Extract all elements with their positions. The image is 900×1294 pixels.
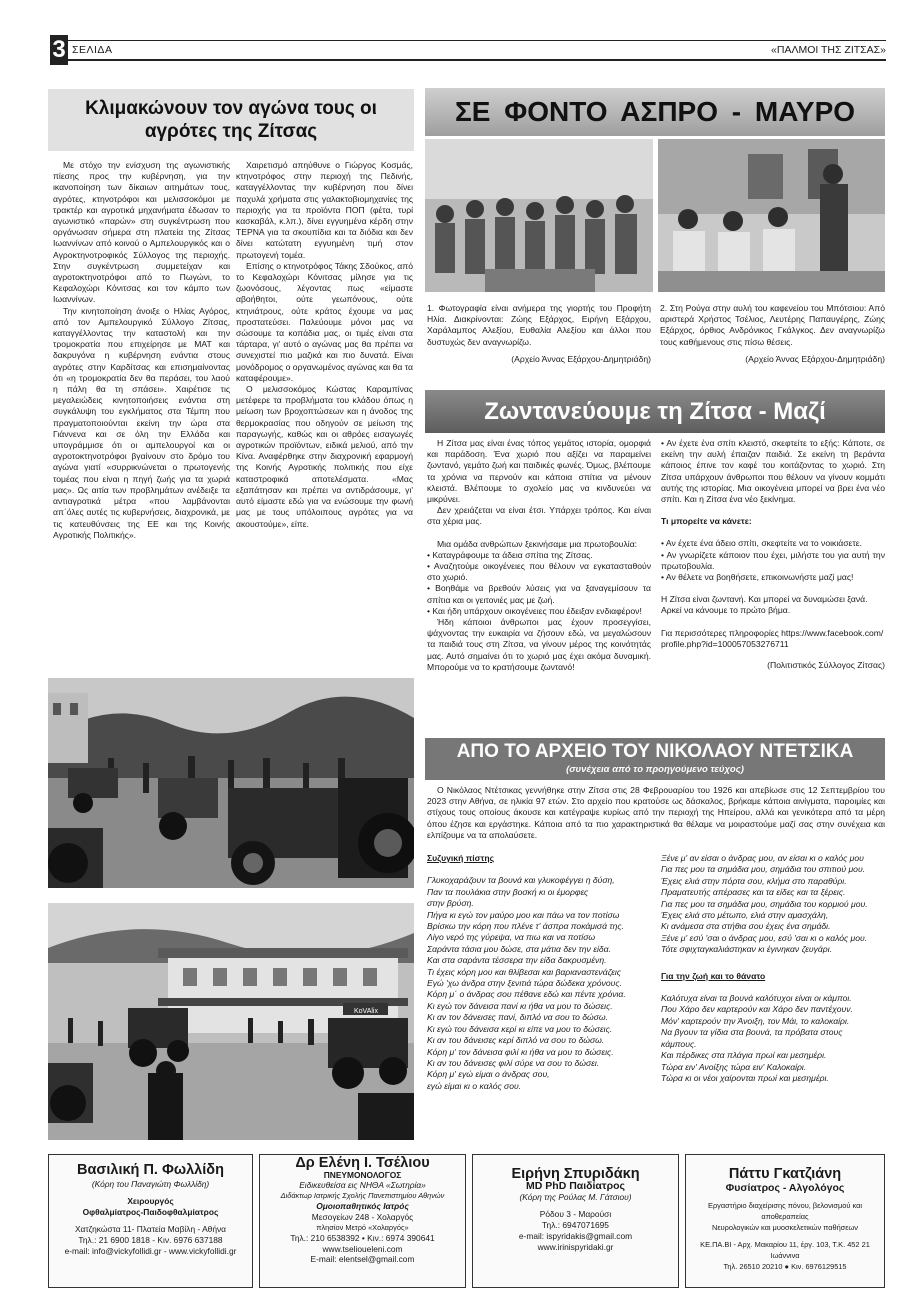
- poem-line: Κόρη μ΄ ο άνδρας σου πέθανε εδώ και πέντε χρόνια.: [427, 989, 626, 1000]
- ad-line: Οφθαλμίατρος-Παιδοφθαλμίατρος: [82, 1207, 219, 1217]
- poem-line: Βρίσκω την κόρη που πλένε τ' άσπρα ποκάμισά της.: [427, 921, 624, 932]
- poem-line: Κι αν του δάνεισες φιλί σύρε να σου το δώσει.: [427, 1057, 600, 1068]
- bw-caption-1-source: (Αρχείο Άννας Εξάρχου-Δημητριάδη): [511, 353, 651, 364]
- ad-name: Πάττυ Γκατζιάνη: [728, 1166, 842, 1182]
- farmers-paragraph: Επίσης ο κτηνοτρόφος Τάκης Σδούκος, από το Κεφαλοχώρι Κόνιτσας μίλησε για τις ζωονόσους, λέγοντας πως «είμαστε αβοήθητοι, ούτε γεωπόνους, ούτε κτηνιάτρους, ούτε κράτος έχουμε να μας προστατεύσει. Παλεύουμε μόνοι μας να σώσουμε τα κοπάδια μας, οι τιμές είναι στα τάρταρα, γι' αυτό ο αγώνας μας θα πρέπει να συνεχιστεί πιο μαζικά και πιο δυνατά. Είναι μονόδρομος ο οργανωμένος αγώνας και θα τα καταφέρουμε».: [236, 260, 413, 383]
- farmers-col2: [236, 160, 413, 530]
- ad-line: ΠΝΕΥΜΟΝΟΛΟΓΟΣ: [323, 1169, 402, 1180]
- poem-line: Να βγουν τα γίδια στα βουνά, τα πρόβατα στους: [661, 1027, 843, 1038]
- revive-paragraph: Μια ομάδα ανθρώπων ξεκινήσαμε μια πρωτοβουλία:: [437, 538, 638, 549]
- poem-line: Για πες μου τα σημάδια μου, σημάδια του κορμιού μου.: [661, 898, 868, 909]
- revive-bullet: • Καταγράφουμε τα άδεια σπίτια της Ζίτσας.: [427, 549, 593, 560]
- ad-line: Χειρουργός: [127, 1196, 174, 1206]
- poem-line: Πραματευτής απέρασες και τα είδες και τα ξέρεις.: [661, 887, 846, 898]
- ad-line: Τηλ.: 6947071695: [542, 1220, 609, 1230]
- ad-line: Χατζηκώστα 11- Πλατεία Μαβίλη - Αθήνα: [74, 1224, 227, 1234]
- poem1: [427, 875, 651, 1092]
- archive-title: ΑΠΟ ΤΟ ΑΡΧΕΙΟ ΤΟΥ ΝΙΚΟΛΑΟΥ ΝΤΕΤΣΙΚΑ: [456, 741, 854, 762]
- ad-line: Ειδικευθείσα εις ΝΗΘΑ «Σωτηρία»: [299, 1180, 426, 1191]
- poem-line: Εγώ 'χω άνδρα στην ξενιτιά τώρα δώδεκα χρόνους.: [427, 978, 622, 989]
- farmers-paragraph: Την κινητοποίηση άνοιξε ο Ηλίας Αγόρος, από τον Αμπελουργικό Σύλλογο Ζίτσας, καταγγέλλοντας την καταστολή και την τρομοκρατία που επιχείρησε με ΜΑΤ και δακρυγόνα η κυβέρνηση ενάντια στους αγρότες στην Καρδίτσας και επισημαίνοντας ότι «η τρομοκρατία δεν θα περάσει, του λαού η πάλη θα τη σπάσει». Χαιρέτισε τις μεγαλειώδεις κινητοποιήσεις ενάντια στη συγκάλυψη του εγκλήματος στα Τέμπη που πραγματοποιούνται εκείνη την ώρα στα Γιάννενα και σε όλη την Ελλάδα και υπογράμμισε ότι οι αμπελουργοί και οι αγροτοκτηνοτρόφοι βγαίνουν στο δρόμο του αγώνα γιατί «συρρικνώνεται ο πρωτογενής τομέας που είναι η πηγή ζωής για τα χωριά μας». Ως αιτία των προβλημάτων ανέδειξε τα αντιαγροτικά μέτρα «που λαμβάνονται απ΄όλες αυτές τις κυβερνήσεις, διαχρονικά, με τις κατευθύνσεις της ΕΕ και της Κοινής Αγροτικής Πολιτικής».: [53, 305, 230, 540]
- bw-caption-1-text: 1. Φωτογραφία είναι ανήμερα της γιορτής του Προφήτη Ηλία. Διακρίνονται: Ζώης Εξάρχος, Ειρήνη Εξάρχου, Χαράλαμπος Αλεξίου, Ευθαλία Αλεξίου και άλλοι που δυστυχώς δεν αναγνωρίζω.: [427, 303, 651, 347]
- poem-line: εγώ είμαι κι ο καλός σου.: [427, 1080, 522, 1091]
- farmers-paragraph: Ο μελισσοκόμος Κώστας Καραμπίνας μετέφερε τα προβλήματα του κλάδου όπως η μείωση των βροχοπτώσεων και η άνοδος της θερμοκρασίας που οδηγούν σε μείωση της παραγωγής, καθώς και οι αθρόες εισαγωγές αγροτικών προϊόντων, ειδικά μελιού, από την Κίνα. Αναφέρθηκε στην διαχρονική εφαρμογή της Κοινής Αγροτικής πολιτικής που είχε καταστροφικά αποτελέσματα. «Μας εξαπάτησαν και πρέπει να αντιδράσουμε, γι' αυτό είμαστε εδώ για να ενώσουμε την φωνή μας με τους υπόλοιπους αγρότες για να ακουστούμε», είπε.: [236, 384, 413, 529]
- poem-line: Κι ανάμεσα στα στήθια σου έχεις ένα σημάδι.: [661, 921, 831, 932]
- ad-line: e-mail: ispyridakis@gmail.com: [518, 1231, 633, 1241]
- ad-details: [53, 1179, 248, 1257]
- poem-line: Που Χάρο δεν καρτερούν και Χάρο δεν παντέχουν.: [661, 1004, 853, 1015]
- revive-right-text: Η Ζίτσα είναι ζωντανή. Και μπορεί να δυναμώσει ξανά.: [661, 594, 868, 605]
- page-word: ΣΕΛΙΔΑ: [72, 44, 113, 56]
- poem-line: Κι εγώ τον δάνεισα πανί κι ήθα να μου το δώσεις.: [427, 1000, 613, 1011]
- bw-caption-2-text: 2. Στη Ρούγα στην αυλή του καφενείου του Μπότσιου: Από αριστερά Χρήστος Τσέλιος, Λευτέρης Παπαυγέρης, Ζώης Εξάρχος, όρθιος Ανδρόνικος Γκάλγκος. Δεν αναγνωρίζω τους καθήμενους στις πίσω θέσεις.: [660, 303, 885, 347]
- revive-title-box: [425, 390, 885, 468]
- poem-line: Μόν' καρτερούν την Άνοιξη, τον Μάι, το καλοκαίρι.: [661, 1015, 850, 1026]
- poem1-continued: [661, 853, 885, 956]
- poem-line: Κι αν του δάνεισες κερί διπλό να σου το δώσω.: [427, 1035, 605, 1046]
- ad-line: Μεσογείων 248 - Χολαργός: [311, 1211, 414, 1222]
- revive-title: Ζωντανεύουμε τη Ζίτσα - Μαζί Μπορούμε!: [484, 398, 826, 468]
- protest-photo-square: [48, 903, 414, 1140]
- ad-card-tseliou: [259, 1154, 466, 1288]
- archive-title-box: [425, 738, 885, 780]
- archive-intro: Ο Νικόλαος Ντέτσικας γεννήθηκε στην Ζίτσα στις 28 Φεβρουαρίου του 1926 και απεβίωσε στις 12 Σεπτεμβρίου του 2023 στην Αθήνα, σε ηλικία 97 ετών. Στο αρχείο που κρατούσε ως δάσκαλος, βρήκαμε κάποια αινίγματα, παροιμίες και στίχους τους οποίους άκουσε και κατέγραψε κυρίως από την περιοχή της Ηπείρου, αλλά και γενικότερα από τα μέρη όπου έζησε και εργάστηκε. Κάποια από τα πιο χαρακτηριστικά θα θέλαμε να μοιραστούμε μαζί σας στην συνέχεια και ελπίζουμε να τα απολαύσετε.: [427, 785, 885, 840]
- ad-line: e-mail: info@vickyfollidi.gr - www.vickyfollidi.gr: [64, 1246, 237, 1256]
- bw-caption-2: [660, 303, 885, 365]
- revive-more-info-link[interactable]: Για περισσότερες πληροφορίες https://www.facebook.com/profile.php?id=100057053276711: [661, 627, 884, 649]
- ad-line: Νευρολογικών και μυοσκελετικών παθήσεων: [711, 1223, 859, 1232]
- revive-bullet: • Και ήδη υπάρχουν οικογένειες που έδειξαν ενδιαφέρον!: [427, 605, 642, 616]
- farmers-paragraph: Χαιρετισμό απηύθυνε ο Γιώργος Κοσμάς, κτηνοτρόφος στην περιοχή της Πεδινής, καταγγέλλοντας την κυβέρνηση που δίνει παχυλά χρήματα στις γαλακτοβιομηχανίες της περιοχής για τα προϊόντα ΠΟΠ (φέτα, τυρί κασκαβάλ, κ.λπ.), δίνει εγγυημένα κέρδη στην ΤΕΡΝΑ για τα σκουπίδια και τα διόδια και δεν δίνει κατώτατη εγγυημένη τιμή στον πρωτογενή τομέα.: [236, 160, 413, 260]
- poem-line: Και πέρδικες στα πλάγια πρωί και μεσημέρι.: [661, 1050, 827, 1061]
- revive-bullet: • Βοηθάμε να βρεθούν λύσεις για να ξαναγεμίσουν τα σπίτια και οι γειτονιές μας με ζωή.: [427, 583, 651, 605]
- ad-line: Τηλ. 26510 20210 ● Κιν. 6976129515: [723, 1262, 847, 1271]
- bw-title: ΣΕ ΦΟΝΤΟ ΑΣΠΡΟ - ΜΑΥΡΟ: [454, 96, 856, 127]
- farmers-title: Κλιμακώνουν τον αγώνα τους οι αγρότες της Ζίτσας: [85, 98, 377, 142]
- poem1-title: Συζυγική πίστης: [427, 853, 495, 863]
- revive-col-right: [661, 438, 885, 671]
- ad-details: [264, 1170, 461, 1265]
- poem-line: Πήγα κι εγώ τον μαύρο μου και πάω να τον ποτίσω: [427, 909, 620, 920]
- poem2-title: Για την ζωή και το θάνατο: [661, 970, 766, 981]
- ad-card-follidi: [48, 1154, 253, 1288]
- poem-line: Καλότυχα είναι τα βουνά καλότυχοι είναι οι κάμποι.: [661, 993, 852, 1004]
- ad-details: [477, 1181, 674, 1253]
- poem-line: Παν τα πουλάκια στην βοσκή κι οι έμορφες: [427, 886, 589, 897]
- ad-line: Εργαστήριο διαχείρισης πόνου, βελονισμού και αποθεραπείας: [708, 1201, 862, 1221]
- poem-line: Για πες μου τα σημάδια μου, σημάδια του σπιτιού μου.: [661, 864, 866, 875]
- poem-line: Λίγο νερό της γύρεψα, να πιω και να ποτίσω: [427, 932, 596, 943]
- archive-subtitle: (συνέχεια από το προηγούμενο τεύχος): [566, 764, 744, 775]
- ad-card-spyridaki: [472, 1154, 679, 1288]
- archive-col-left: [427, 853, 651, 1092]
- poem-line: Τότε σφιχταγκαλιάστηκαν κι έγινηκαν ζευγάρι.: [661, 944, 832, 955]
- ad-line: Ρόδου 3 - Μαρούσι: [539, 1209, 612, 1219]
- farmers-col1: [53, 160, 230, 541]
- poem-line: Τι έχεις κόρη μου και θλίβεσαι και βαριαναστενάζεις: [427, 966, 621, 977]
- ad-line: Τηλ.: 21 6900 1818 - Κιν. 6976 637188: [78, 1235, 223, 1245]
- spacer: [661, 505, 885, 516]
- revive-paragraph: Ήδη κάποιοι άνθρωποι μας έχουν προσεγγίσει, ψάχνοντας την ευκαιρία να ζήσουν εδώ, να μεγαλώσουν τα παιδιά τους στη Ζίτσα, να γίνουν μέρος της κοινότητάς μας. Αυτό σημαίνει ότι το χωριό μας έχει ακόμα δυναμική. Μπορούμε να το κρατήσουμε ζωντανό!: [427, 617, 651, 672]
- poem-line: Ξένε μ' εσύ 'σαι ο άνδρας μου, εσύ 'σαι κι ο καλός μου.: [661, 932, 868, 943]
- poem-line: Σαράντα τάσια μου δώσε, στα μάτια δεν την είδα.: [427, 943, 611, 954]
- poem-line: Έχεις ελιά στην πόρτα σου, κλήμα στο παραθύρι.: [661, 875, 847, 886]
- revive-bullet: • Αν γνωρίζετε κάποιον που έχει, μιλήστε του για αυτή την πρωτοβουλία.: [661, 549, 885, 571]
- farmers-title-box: [48, 89, 414, 151]
- revive-signature: (Πολιτιστικός Σύλλογος Ζίτσας): [767, 660, 885, 671]
- poem-line: στην βρύση.: [427, 898, 474, 909]
- bw-caption-2-source: (Αρχείο Άννας Εξάρχου-Δημητριάδη): [745, 353, 885, 364]
- poem-line: Κι αν τον δάνεισες πανί, διπλό να σου το δώσω.: [427, 1012, 609, 1023]
- ad-line: www.tselioueleni.com: [322, 1243, 403, 1254]
- ad-details: [690, 1183, 880, 1272]
- ad-line: ΚΕ.ΠΑ.ΒΙ - Αρχ. Μακαρίου 11, έργ. 103, Τ.Κ. 452 21 Ιωάννινα: [700, 1240, 870, 1260]
- revive-bullet: • Αν θέλετε να βοηθήσετε, επικοινωνήστε μαζί μας!: [661, 572, 854, 583]
- ad-name: Δρ Ελένη Ι. Τσέλιου: [295, 1155, 430, 1171]
- revive-bullet: • Αν έχετε ένα άδειο σπίτι, σκεφτείτε να το νοικιάσετε.: [661, 538, 862, 549]
- bw-caption-1: [427, 303, 651, 365]
- poem-line: Έχεις ελιά στο μέτωπο, ελιά στην αμασχάλη,: [661, 910, 829, 921]
- poem-line: Τώρα ειν' Ανοίξης τώρα ειν' Καλοκαίρι.: [661, 1061, 807, 1072]
- revive-what-you-can-do: Τι μπορείτε να κάνετε:: [661, 516, 752, 527]
- page-number: 3: [52, 36, 66, 63]
- poem-line: Ξένε μ' αν είσαι ο άνδρας μου, αν είσαι κι ο καλός μου: [661, 853, 864, 863]
- ad-line: Ομοιοπαθητικός Ιατρός: [316, 1201, 409, 1212]
- poem-line: Τώρα κι οι νέοι χαίρονται πρωί και μεσημέρι.: [661, 1072, 829, 1083]
- poem-line: Και στα σαράντα τέσσερα την είδα δακρυσμένη.: [427, 955, 607, 966]
- header-rule: [68, 59, 886, 61]
- revive-bullet: • Αναζητούμε οικογένειες που θέλουν να εγκατασταθούν στο χωριό.: [427, 561, 651, 583]
- bw-photo-1: [425, 139, 653, 292]
- poem-line: Κι εγώ του δάνεισα κερί κι είπε να μου το δώσεις.: [427, 1023, 613, 1034]
- newspaper-name: «ΠΑΛΜΟΙ ΤΗΣ ΖΙΤΣΑΣ»: [771, 44, 886, 56]
- ad-name: Βασιλική Π. Φωλλίδη: [77, 1162, 224, 1178]
- ad-line: Τηλ.: 210 6538392 • Κιν.: 6974 390641: [290, 1233, 435, 1244]
- poem2: [661, 993, 885, 1084]
- revive-paragraph: Η Ζίτσα μας είναι ένας τόπος γεμάτος ιστορία, ομορφιά και παράδοση. Ένα χωριό που αξίζει να παραμείνει ζωντανό, γεμάτο ζωή και παιδικές φωνές. Όμως, βλέπουμε τα χρόνια να περνούν και κάποια σπίτια να μένουν κλειστά. Βλέπουμε το σχολείο μας να κινδυνεύει να μικρύνει.: [427, 438, 651, 505]
- revive-right-text: Αρκεί να κάνουμε το πρώτο βήμα.: [661, 605, 791, 616]
- poem-line: Κόρη μ' εγώ είμαι ο άνδρας σου,: [427, 1069, 550, 1080]
- header-rule-top: [68, 40, 886, 41]
- ad-line: πλησίον Μετρό «Χολαργός»: [316, 1222, 409, 1232]
- spacer: [661, 527, 885, 538]
- ad-line: MD PhD Παιδίατρος: [526, 1180, 625, 1192]
- revive-paragraph: Δεν χρειάζεται να είναι έτσι. Υπάρχει τρόπος. Και είναι στα χέρια μας.: [427, 505, 651, 527]
- ad-line: E-mail: elentsel@gmail.com: [310, 1254, 415, 1265]
- spacer: [661, 583, 885, 594]
- farmers-paragraph: Με στόχο την ενίσχυση της αγωνιστικής πίεσης προς την κυβέρνηση, για την ικανοποίηση των δίκαιων αιτημάτων τους, αγρότες, κτηνοτρόφοι και μελισσοκόμοι με τρακτέρ και αγροτικά μηχανήματα έδωσαν το αγωνιστικό «παρών» στη συγκέντρωση που οργάνωσαν σήμερα στη πλατεία της Ζίτσας Ιωαννίνων από κοινού ο Αμπελουργικός και ο Αγροκτηνοτροφικός Σύλλογος της περιοχής. Στην συγκέντρωση συμμετείχαν και αγροτοκτηνοτρόφοι από το Πωγώνι, το Κεφαλοχώρι Κόνιτσας και τον κάμπο των Ιωαννίνων.: [53, 160, 230, 305]
- page-number-box: [50, 35, 68, 65]
- banner-text: KoVAlix: [354, 1008, 378, 1015]
- ad-line: Φυσίατρος - Αλγολόγος: [725, 1182, 845, 1194]
- revive-right-text: • Αν έχετε ένα σπίτι κλειστό, σκεφτείτε το εξής: Κάποτε, σε εκείνη την αυλή έπαιζαν παιδιά. Σε εκείνη τη βεράντα κάποιος έπινε τον καφέ του κοιτάζοντας το χωριό. Στη Ζίτσα υπάρχουν άνθρωποι που θέλουν να γίνουν κομμάτι αυτής της ιστορίας. Μια οικογένεια μπορεί να βρει ένα νέο σπίτι. Και η Ζίτσα ένα νέο ξεκίνημα.: [661, 438, 885, 505]
- bw-photo-2: [658, 139, 885, 292]
- revive-paragraph: [427, 528, 651, 539]
- ad-line: (Κόρη της Ρούλας Μ. Γάτσιου): [519, 1192, 632, 1202]
- poem-line: Κόρη μ' τον δάνεισα φιλί κι ήθα να μου το δώσεις.: [427, 1046, 614, 1057]
- bw-title-box: [425, 88, 885, 136]
- ad-line: Διδάκτωρ Ιατρικής Σχολής Πανεπιστημίου Αθηνών: [280, 1190, 445, 1200]
- poem-line: Γλυκοχαράζουν τα βουνά και γλυκοφέγγει η δύση,: [427, 875, 615, 886]
- ad-line: www.irinispyridaki.gr: [537, 1242, 614, 1252]
- revive-col-left: [427, 438, 651, 673]
- ad-card-gatziani: [685, 1154, 885, 1288]
- ad-name: Ειρήνη Σπυριδάκη: [511, 1166, 640, 1182]
- protest-photo-tractors: [48, 678, 414, 888]
- archive-col-right: [661, 853, 885, 1084]
- spacer: [661, 617, 885, 628]
- ad-line: (Κόρη του Παναγιώτη Φωλλίδη): [91, 1179, 210, 1189]
- poem-line: κάμπους.: [661, 1038, 697, 1049]
